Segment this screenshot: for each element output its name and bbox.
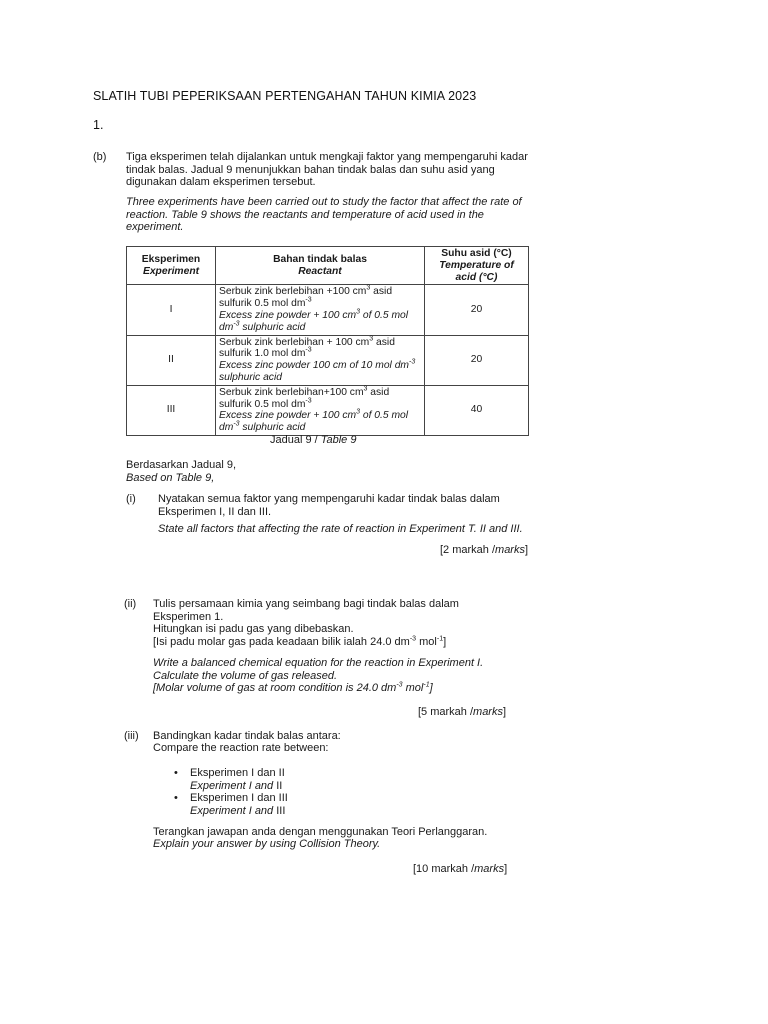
q-i-marks: [2 markah /marks] xyxy=(440,544,529,556)
cell-temp: 20 xyxy=(425,285,529,335)
q-ii-label: (ii) xyxy=(124,598,137,610)
q-i-en: State all factors that affecting the rate of reaction in Experiment T. II and III. xyxy=(158,523,523,535)
q-ii-en: Write a balanced chemical equation for the reaction in Experiment I. Calculate the volume of gas released. [Molar volume of gas at room condition is 24.0 $dm^{-3}$ mol$^{-1}$] xyxy=(153,657,484,694)
q-iii-ms: Bandingkan kadar tindak balas antara: xyxy=(153,730,341,742)
q-ii-ms: Tulis persamaan kimia yang seimbang bagi tindak balas dalam Eksperimen 1. Hitungkan isi padu gas yang dibebaskan. [Isi padu molar gas pada keadaan bilik ialah 24.0 $dm^{-3}$ mol$^{-1}$] xyxy=(153,598,459,648)
q-iii-explain-en: Explain your answer by using Collision Theory. xyxy=(153,838,381,850)
table-row xyxy=(127,285,529,335)
table-caption: Jadual 9 / Table 9 xyxy=(270,434,357,446)
header-temp-en: Temperature of acid (°C) xyxy=(439,259,514,283)
q-iii-en: Compare the reaction rate between: xyxy=(153,742,329,754)
part-b-intro-en: Three experiments have been carried out to study the factor that affect the rate of reaction. Table 9 shows the reactants and temperature of acid used in the experiment. xyxy=(126,196,522,233)
header-experiment-en: Experiment xyxy=(142,265,200,277)
comparison-list xyxy=(174,767,474,817)
header-temperature xyxy=(425,247,529,285)
cell-temp: 20 xyxy=(425,335,529,385)
based-on-en: Based on Table 9, xyxy=(126,472,215,484)
table-row xyxy=(127,385,529,435)
header-reactant-en: Reactant xyxy=(298,265,342,277)
document-title: SLATIH TUBI PEPERIKSAAN PERTENGAHAN TAHUN KIMIA 2023 xyxy=(93,89,477,103)
table-header-row xyxy=(127,247,529,285)
cell-reactant: Serbuk zink berlebihan+100 $cm^3$ asid sulfurik 0.5 mol $dm^{-3}$ Excess zine powder + 100 $cm^3$ of 0.5 mol $dm^{-3}$ sulphuric acid xyxy=(216,385,425,435)
q-iii-marks: [10 markah /marks] xyxy=(413,863,508,875)
header-temp-ms: Suhu asid (°C) xyxy=(441,248,512,259)
header-reactant-ms: Bahan tindak balas xyxy=(273,253,367,265)
cell-exp: II xyxy=(127,335,216,385)
based-on-ms: Berdasarkan Jadual 9, xyxy=(126,459,237,471)
table-row xyxy=(127,335,529,385)
list-item: • Eksperimen I dan II Experiment I and II xyxy=(174,767,474,792)
q-iii-explain-ms: Terangkan jawapan anda dengan menggunakan Teori Perlanggaran. xyxy=(153,826,488,838)
cell-reactant: Serbuk zink berlebihan +100 $cm^3$ asid sulfurik 0.5 mol $dm^{-3}$ Excess zine powder + 100 $cm^3$ of 0.5 mol $dm^{-3}$ sulphuric acid xyxy=(216,285,425,335)
q-i-ms: Nyatakan semua faktor yang mempengaruhi kadar tindak balas dalam Eksperimen I, II dan III. xyxy=(158,493,500,518)
header-reactant xyxy=(216,247,425,285)
table-9 xyxy=(126,246,529,436)
list-item: • Eksperimen I dan III Experiment I and III xyxy=(174,792,474,817)
q-ii-marks: [5 markah /marks] xyxy=(418,706,507,718)
cell-reactant: Serbuk zink berlebihan + 100 $cm^3$ asid sulfurik 1.0 mol $dm^{-3}$ Excess zinc powder 100 cm of 10 mol $dm^{-3}$ sulphuric acid xyxy=(216,335,425,385)
header-experiment-ms: Eksperimen xyxy=(141,253,201,265)
part-b-label: (b) xyxy=(93,151,107,163)
cell-exp: I xyxy=(127,285,216,335)
cell-exp: III xyxy=(127,385,216,435)
q-i-label: (i) xyxy=(126,493,136,505)
part-b-intro-ms: Tiga eksperimen telah dijalankan untuk mengkaji faktor yang mempengaruhi kadar tindak balas. Jadual 9 menunjukkan bahan tindak balas dan suhu asid yang digunakan dalam eksperimen tersebut. xyxy=(126,151,528,188)
header-experiment xyxy=(127,247,216,285)
question-number: 1. xyxy=(93,118,104,132)
q-iii-label: (iii) xyxy=(124,730,139,742)
cell-temp: 40 xyxy=(425,385,529,435)
